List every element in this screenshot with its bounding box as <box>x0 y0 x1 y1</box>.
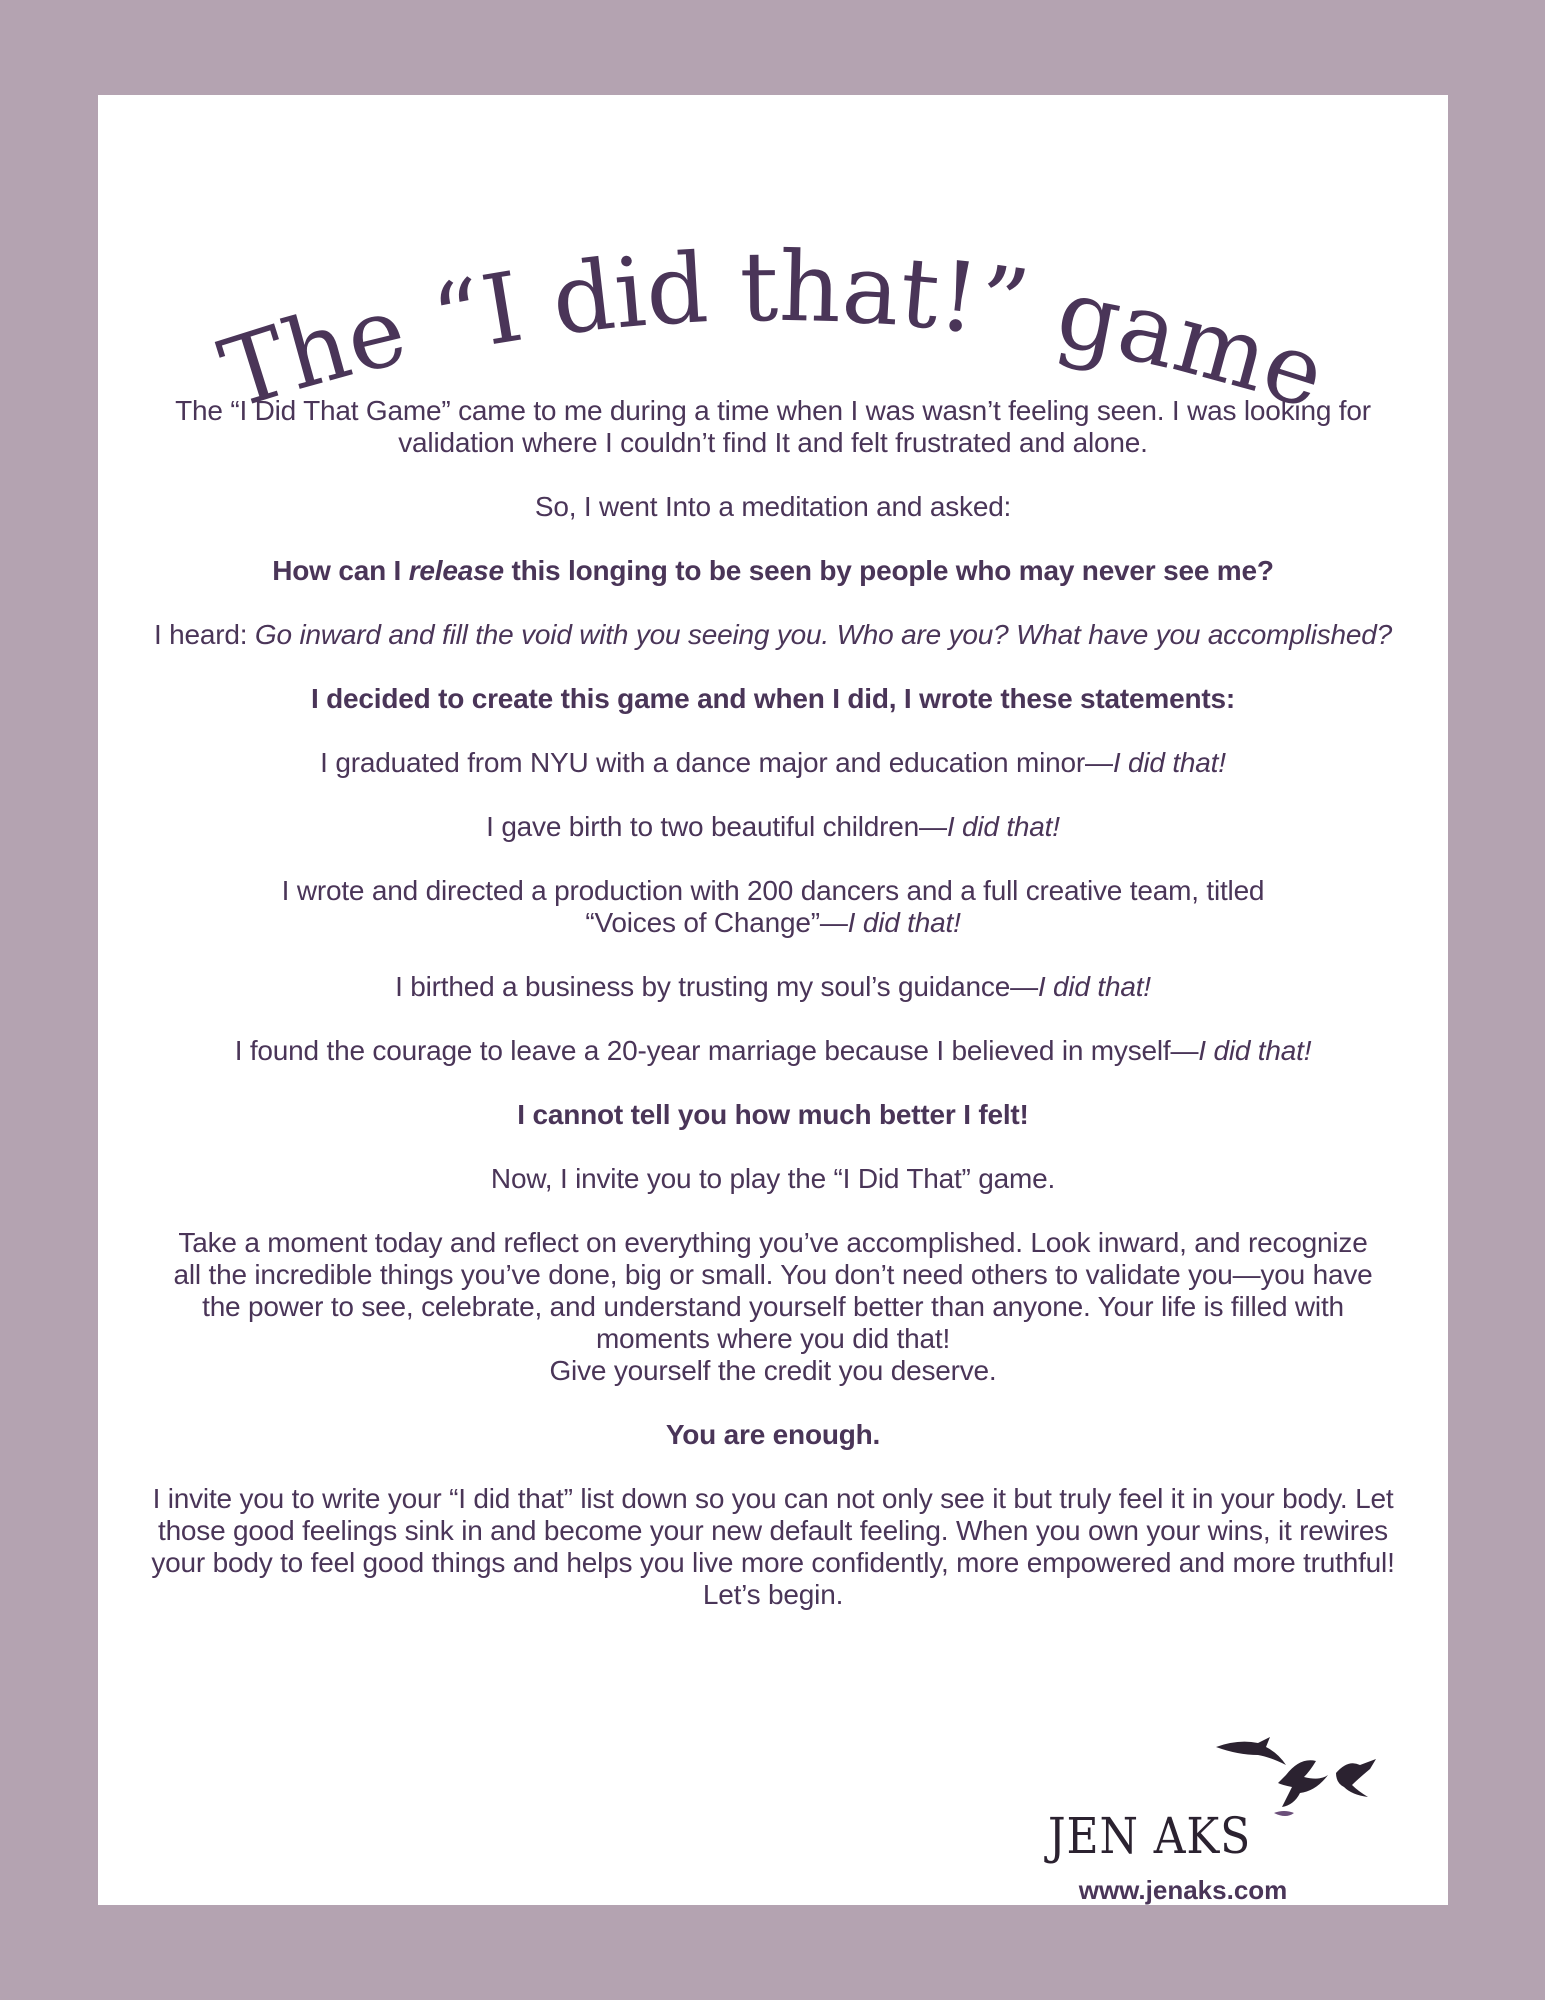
invite-line: Now, I invite you to play the “I Did That” game. <box>490 1163 1056 1194</box>
brand-name: JEN AKS <box>1048 1807 1252 1865</box>
enough-line: You are enough. <box>665 1419 881 1450</box>
page-title-text: The “I did that!” game <box>208 230 1338 432</box>
felt-line: I cannot tell you how much better I felt! <box>517 1099 1029 1130</box>
statement-text: I gave birth to two beautiful children— <box>486 811 947 842</box>
heard-line <box>148 619 1398 651</box>
statement-item <box>148 747 1398 779</box>
statement-text: I graduated from NYU with a dance major and education minor— <box>320 747 1113 778</box>
decided-line: I decided to create this game and when I did, I wrote these statements: <box>310 683 1236 714</box>
statement-tag: I did that! <box>847 907 961 938</box>
question-part-2: this longing to be seen by people who may never see me? <box>503 555 1274 586</box>
statement-text: I wrote and directed a production with 200 dancers and a full creative team, titled “Voices of Change”— <box>281 875 1265 938</box>
statement-text: I birthed a business by trusting my soul’s guidance— <box>395 971 1038 1002</box>
credit-text: Give yourself the credit you deserve. <box>549 1355 997 1386</box>
page-card <box>98 95 1448 1905</box>
closing-paragraph: I invite you to write your “I did that” list down so you can not only see it but truly feel it in your body. Let those good feelings sink in and become your new default feeling. When you own your wins, it rewires your body to feel good things and helps you live more confidently, more empowered and more truthful! Let’s begin. <box>151 1483 1395 1610</box>
intro-paragraph: The “I Did That Game” came to me during a time when I was wasn’t feeling seen. I was looking for validation where I couldn’t find It and felt frustrated and alone. <box>175 395 1371 458</box>
question-emphasis: release <box>408 555 504 586</box>
statement-tag: I did that! <box>1198 1035 1312 1066</box>
meditation-line: So, I went Into a meditation and asked: <box>534 491 1012 522</box>
statement-item <box>148 1035 1398 1067</box>
question-line <box>148 555 1398 587</box>
statement-item <box>148 811 1398 843</box>
brand-logo <box>1028 1735 1388 1905</box>
document-body <box>148 395 1398 1643</box>
statement-tag: I did that! <box>1037 971 1151 1002</box>
heard-label: I heard: <box>153 619 255 650</box>
question-part-1: How can I <box>272 555 409 586</box>
heard-message: Go inward and fill the void with you seeing you. Who are you? What have you accomplished? <box>254 619 1392 650</box>
statement-text: I found the courage to leave a 20-year marriage because I believed in myself— <box>234 1035 1199 1066</box>
statement-tag: I did that! <box>946 811 1060 842</box>
website-link[interactable]: www.jenaks.com <box>1078 1875 1288 1905</box>
reflect-text: Take a moment today and reflect on everything you’ve accomplished. Look inward, and recognize all the incredible things you’ve done, big or small. You don’t need others to validate you—you have the power to see, celebrate, and understand yourself better than anyone. Your life is filled with moments where you did that! <box>173 1227 1373 1354</box>
statement-tag: I did that! <box>1112 747 1226 778</box>
statement-item <box>148 875 1398 939</box>
reflect-paragraph <box>148 1227 1398 1387</box>
statement-item <box>148 971 1398 1003</box>
